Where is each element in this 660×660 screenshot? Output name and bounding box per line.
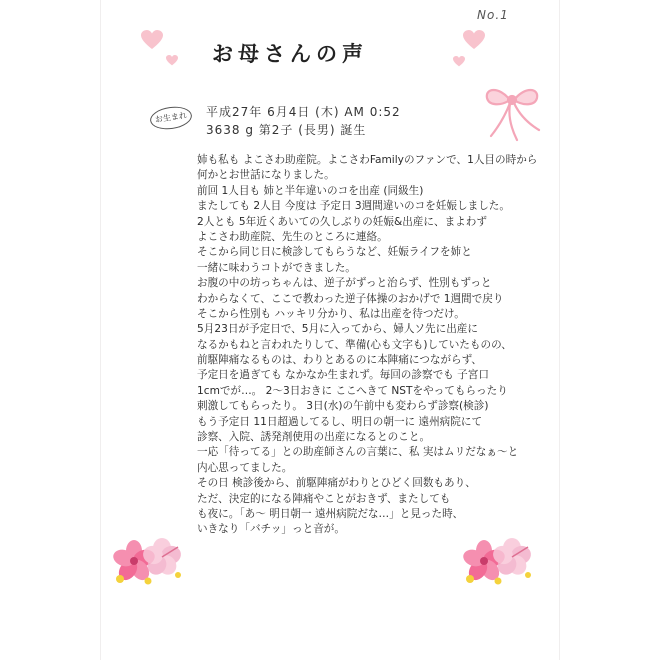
letter-line: またしても 2人目 今度は 予定日 3週間違いのコを妊娠しました。	[197, 200, 510, 213]
letter-line: 1cmでが…。 2～3日おきに ここへきて NSTをやってもらったり	[197, 384, 508, 397]
letter-line: そこから同じ日に検診してもらうなど、妊娠ライフを姉と	[197, 246, 472, 259]
heart-icon	[166, 55, 178, 66]
letter-line: そこから性別も ハッキリ分かり、私は出産を待つだけ。	[197, 307, 465, 320]
letter-line: 刺激してもらったり。 3日(水)の午前中も変わらず診察(検診)	[197, 400, 489, 413]
letter-line: 一応「待ってる」との助産師さんの言葉に、私 実はムリだなぁ～と	[197, 446, 519, 459]
hibiscus-flower-icon	[112, 535, 190, 589]
letter-line: なるかもねと言われたりして、準備(心も文字も)していたものの、	[197, 338, 512, 351]
letter-line: 5月23日が予定日で、5月に入ってから、婦人ソ先に出産に	[197, 323, 478, 336]
letter-line: 予定日を過ぎても なかなか生まれず。毎回の診察でも 子宮口	[197, 369, 489, 382]
page-title: お母さんの声	[212, 42, 368, 66]
page-number: No.1	[477, 8, 509, 22]
letter-line: 2人とも 5年近くあいての久しぶりの妊娠&出産に、まよわず	[197, 215, 487, 228]
letter-body	[197, 153, 542, 538]
letter-line: いきなり「バチッ」っと音が。	[197, 523, 345, 536]
heart-icon	[463, 30, 485, 50]
letter-line: 前回 1人目も 姉と半年違いのコを出産 (同級生)	[197, 184, 424, 197]
letter-line: お腹の中の坊っちゃんは、逆子がずっと治らず、性別もずっと	[197, 277, 492, 290]
letter-line: もう予定日 11日超過してるし、明日の朝一に 遠州病院にて	[197, 415, 483, 428]
letter-line: も夜に。「あ～ 明日朝一 遠州病院だな…」と見った時、	[197, 507, 464, 520]
ribbon-bow-icon	[477, 78, 547, 148]
birth-stamp: お生まれ	[149, 104, 194, 132]
letter-line: 姉も私も よこさわ助産院。よこさわFamilyのファンで、1人目の時から	[197, 154, 538, 166]
letter-line: 前駆陣痛なるものは、わりとあるのに本陣痛につながらず、	[197, 354, 482, 367]
letter-line: ただ、決定的になる陣痛やことがおきず、またしても	[197, 492, 451, 505]
letter-line: その日 検診後から、前駆陣痛がわりとひどく回数もあり、	[197, 477, 476, 490]
letter-line: わからなくて、ここで教わった逆子体操のおかげで 1週間で戻り	[197, 292, 504, 305]
letter-line: 内心思ってました。	[197, 461, 293, 474]
hibiscus-flower-icon	[462, 535, 540, 589]
letter-line: 一緒に味わうコトができました。	[197, 261, 356, 274]
letter-line: 診察、入院、誘発剤使用の出産になるとのこと。	[197, 431, 431, 444]
birth-datetime: 平成27年 6月4日 (木) AM 0:52	[206, 105, 401, 119]
heart-icon	[141, 30, 163, 50]
letter-line: 何かとお世話になりました。	[197, 169, 335, 182]
heart-icon	[453, 56, 465, 67]
letter-line: よこさわ助産院、先生のところに連絡。	[197, 230, 388, 243]
birth-details: 3638 g 第2子 (長男) 誕生	[206, 123, 367, 137]
